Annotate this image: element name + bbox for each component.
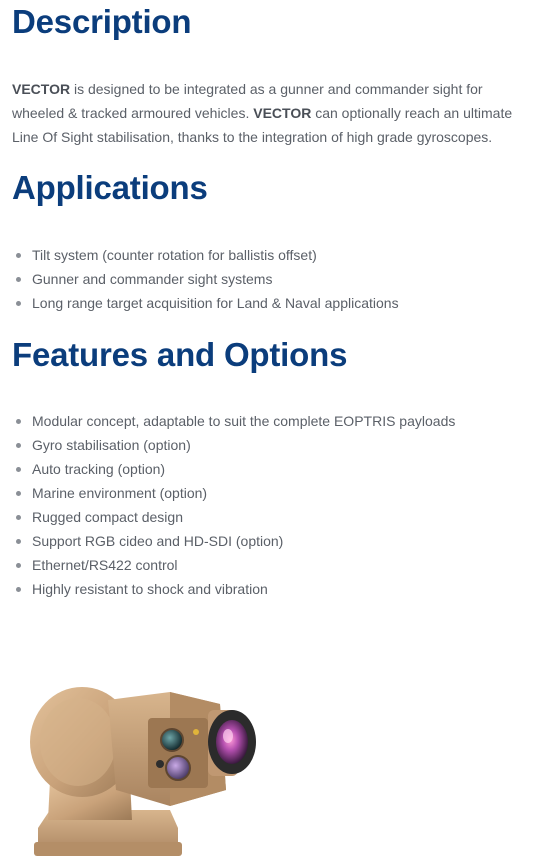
list-item: Ethernet/RS422 control xyxy=(12,553,455,577)
applications-heading: Applications xyxy=(12,169,208,206)
list-item: Auto tracking (option) xyxy=(12,457,455,481)
list-item: Modular concept, adaptable to suit the complete EOPTRIS payloads xyxy=(12,409,455,433)
list-item: Tilt system (counter rotation for ballistis offset) xyxy=(12,243,399,267)
list-item: Gyro stabilisation (option) xyxy=(12,433,455,457)
list-item: Gunner and commander sight systems xyxy=(12,267,399,291)
description-paragraph xyxy=(12,77,527,149)
applications-list xyxy=(12,243,399,315)
description-text-1: is designed to be integrated as a gunner and commander sight for wheeled & tracked armoured vehicles. xyxy=(12,81,483,121)
description-heading: Description xyxy=(12,3,192,40)
product-name-strong-2: VECTOR xyxy=(253,105,312,121)
vector-sight-product-image xyxy=(20,660,270,864)
features-heading: Features and Options xyxy=(12,336,348,373)
product-name-strong: VECTOR xyxy=(12,81,71,97)
list-item: Highly resistant to shock and vibration xyxy=(12,577,455,601)
list-item: Marine environment (option) xyxy=(12,481,455,505)
list-item: Rugged compact design xyxy=(12,505,455,529)
features-list xyxy=(12,409,455,601)
list-item: Long range target acquisition for Land & Naval applications xyxy=(12,291,399,315)
list-item: Support RGB cideo and HD-SDI (option) xyxy=(12,529,455,553)
description-text-2: can optionally reach an ultimate Line Of Sight stabilisation, thanks to the integration of high grade gyroscopes. xyxy=(12,105,513,145)
